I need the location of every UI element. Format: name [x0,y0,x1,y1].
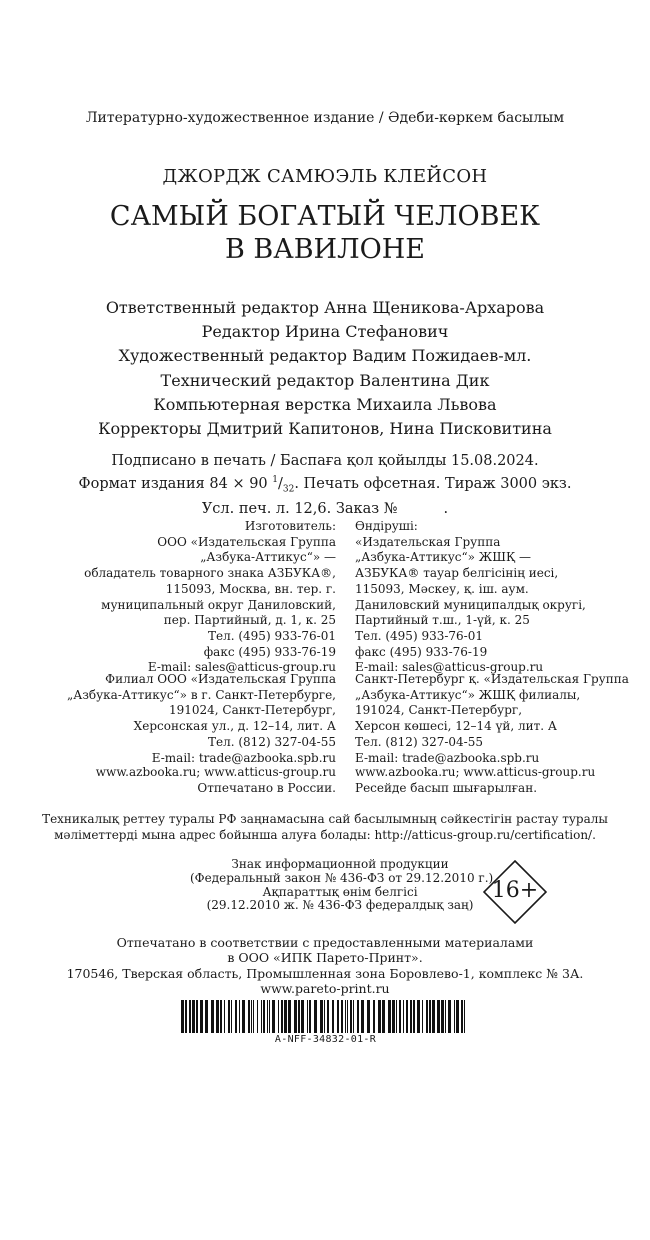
barcode-bar [341,1000,343,1033]
barcode [181,1000,470,1045]
printer-info [0,935,650,996]
barcode-bar [253,1000,254,1033]
barcode-bar [298,1000,300,1033]
barcode-bar [272,1000,275,1033]
barcode-bar [216,1000,219,1033]
publisher-line: 115093, Мәскеу, қ. іш. аум. [355,581,529,596]
barcode-bar [307,1000,308,1033]
credit-line: Технический редактор Валентина Дик [160,370,490,390]
publisher-line: факс (495) 933-76-19 [355,644,488,659]
printer-line: 170546, Тверская область, Промышленная зона Боровлево-1, комплекс № 3А. [66,965,584,981]
barcode-bar [367,1000,370,1033]
barcode-bar [347,1000,348,1033]
barcode-bar [378,1000,381,1033]
publisher-line: Партийный т.ш., 1-үй, к. 25 [355,613,530,628]
credit-line: Художественный редактор Вадим Пожидаев-мл. [118,346,532,366]
barcode-bar [392,1000,395,1033]
barcode-bar [288,1000,291,1033]
barcode-bar [269,1000,270,1033]
barcode-bar [388,1000,391,1033]
barcode-bar [278,1000,279,1033]
barcode-bar [448,1000,451,1033]
publisher-line: E-mail: sales@atticus-group.ru [147,660,336,675]
book-title [0,200,650,266]
certification-note [0,811,650,843]
barcode-bar [211,1000,214,1033]
barcode-bar [382,1000,385,1033]
barcode-bar [284,1000,287,1033]
printer-line: www.pareto-print.ru [260,980,390,996]
barcode-bar [332,1000,334,1033]
credit-line: Компьютерная верстка Михаила Львова [153,394,497,414]
barcode-bar [454,1000,455,1033]
barcode-bar [413,1000,415,1033]
branch-line: E-mail: trade@azbooka.spb.ru [355,750,540,765]
web-line: www.azbooka.ru; www.atticus-group.ru [95,765,336,779]
barcode-bar [248,1000,250,1033]
barcode-bar [357,1000,359,1033]
branch-line: Тел. (812) 327-04-55 [355,734,483,749]
barcode-bar [461,1000,463,1033]
title-line: САМЫЙ БОГАТЫЙ ЧЕЛОВЕК [109,201,541,232]
barcode-bar [361,1000,364,1033]
barcode-bar [432,1000,435,1033]
printer-line: в ООО «ИПК Парето-Принт». [227,950,423,966]
publisher-line: 115093, Москва, вн. тер. г. [165,581,336,596]
credit-line: Корректоры Дмитрий Капитонов, Нина Писковитина [98,419,552,439]
branch-line: 191024, Санкт-Петербург, [355,703,523,718]
publisher-right-column [355,519,586,676]
title-line: В ВАВИЛОНЕ [224,234,426,265]
barcode-bar [324,1000,325,1033]
branch-line: „Азбука-Аттикус“» в г. Санкт-Петербурге, [67,687,336,702]
barcode-bar [437,1000,440,1033]
web-right-column [355,765,595,796]
barcode-bar [337,1000,339,1033]
publisher-line: АЗБУКА® тауар белгісінің иесі, [355,566,559,581]
publisher-line: „Азбука-Аттикус“» — [200,550,336,565]
staff-credits [0,296,650,441]
barcode-bar [429,1000,431,1033]
barcode-bar [309,1000,311,1033]
barcode-bar [220,1000,222,1033]
barcode-bar [327,1000,329,1033]
barcode-bar [403,1000,404,1033]
edition-type: Литературно-художественное издание / Әдеби-көркем басылым [85,110,565,126]
barcode-bar [263,1000,265,1033]
barcode-bar [257,1000,258,1033]
sign-line: (Федеральный закон № 436-ФЗ от 29.12.2010 г.) [190,870,494,885]
publisher-line: обладатель товарного знака АЗБУКА®, [84,566,336,581]
branch-line: Санкт-Петербург қ. «Издательская Группа [355,672,629,686]
branch-line: Херсон көшесі, 12–14 үй, лит. А [355,719,557,734]
branch-line: Тел. (812) 327-04-55 [208,734,336,749]
signed-date: Подписано в печать / Баспаға қол қойылды 15.08.2024. [111,453,539,469]
web-line: Отпечатано в России. [197,780,336,795]
barcode-bar [200,1000,203,1033]
barcode-bar [189,1000,191,1033]
publisher-line: Тел. (495) 933-76-01 [355,628,483,643]
barcode-bar [320,1000,323,1033]
barcode-bar [406,1000,408,1033]
publisher-line: Өндіруші: [355,519,418,533]
publisher-line: E-mail: sales@atticus-group.ru [355,660,544,675]
barcode-bar [396,1000,397,1033]
barcode-bar [350,1000,352,1033]
printer-line: Отпечатано в соответствии с предоставленными материалами [116,935,534,950]
barcode-bar [345,1000,346,1033]
barcode-bar [464,1000,465,1033]
barcode-bar [224,1000,225,1033]
barcode-bar [410,1000,412,1033]
barcode-code: A-NFF-34832-01-R [274,1034,377,1045]
publisher-line: Даниловский муниципалдық округі, [355,597,586,612]
branch-left-column [67,672,336,766]
barcode-bar [239,1000,240,1033]
barcode-bar [456,1000,459,1033]
format-suffix: . Печать офсетная. Тираж 3000 экз. [294,475,572,492]
info-product-sign [190,857,494,913]
barcode-bar [422,1000,423,1033]
barcode-bar [181,1000,184,1033]
sign-line: Ақпараттық өнім белгісі [262,884,418,899]
barcode-bar [235,1000,237,1033]
publisher-line: пер. Партийный, д. 1, к. 25 [163,613,336,628]
barcode-bar [185,1000,187,1033]
barcode-bar [281,1000,283,1033]
barcode-bar [267,1000,268,1033]
barcode-bar [294,1000,297,1033]
certification-line: Техникалық реттеу туралы РФ заңнамасына сай басылымның сәйкестігін растау туралы [42,812,608,826]
publisher-line: ООО «Издательская Группа [157,534,336,549]
barcode-bar [242,1000,245,1033]
barcode-bar [314,1000,317,1033]
sheets-order: Усл. печ. л. 12,6. Заказ № . [201,500,449,517]
publisher-line: Тел. (495) 933-76-01 [208,628,336,643]
barcode-bar [251,1000,252,1033]
barcode-bar [205,1000,208,1033]
certification-line: мәліметтерді мына адрес бойынша алуға болады: http://atticus-group.ru/certification/. [54,828,596,842]
format-line: Формат издания 84 × 90 $^1/_{32}$. Печать офсетная. Тираж 3000 экз. [78,475,572,495]
format-numerator: 1 [272,475,278,485]
credit-line: Редактор Ирина Стефанович [201,322,449,342]
branch-line: Херсонская ул., д. 12–14, лит. А [133,719,336,734]
barcode-bar [301,1000,304,1033]
publisher-line: муниципальный округ Даниловский, [101,597,336,612]
barcode-bar [417,1000,420,1033]
branch-line: 191024, Санкт-Петербург, [168,703,336,718]
barcode-bar [399,1000,401,1033]
barcode-bars-icon [181,1000,470,1033]
branch-line: „Азбука-Аттикус“» ЖШҚ филиалы, [355,687,581,702]
age-rating-text: 16+ [491,878,539,903]
barcode-bar [373,1000,375,1033]
barcode-bar [426,1000,428,1033]
age-rating-badge [483,860,547,924]
web-line: Ресейде басып шығарылған. [355,780,538,795]
branch-line: Филиал ООО «Издательская Группа [105,672,336,686]
format-prefix: Формат издания 84 × 90 [78,475,268,492]
barcode-bar [353,1000,354,1033]
credit-line: Ответственный редактор Анна Щеникова-Архарова [105,298,545,317]
print-info [0,452,650,519]
barcode-bar [228,1000,230,1033]
barcode-bar [231,1000,232,1033]
publisher-line: „Азбука-Аттикус“» ЖШҚ — [355,550,532,565]
publisher-line: «Издательская Группа [355,534,501,549]
barcode-bar [196,1000,198,1033]
web-left-column [96,765,336,796]
publisher-line: Изготовитель: [244,519,336,533]
sign-line: (29.12.2010 ж. № 436-ФЗ федералдық заң) [206,898,474,913]
branch-right-column [355,672,629,766]
book-author: ДЖОРДЖ САМЮЭЛЬ КЛЕЙСОН [162,166,488,187]
publisher-line: факс (495) 933-76-19 [203,644,336,659]
format-denominator: 32 [282,484,295,495]
branch-line: E-mail: trade@azbooka.spb.ru [151,750,336,765]
barcode-bar [445,1000,446,1033]
publisher-left-column [84,519,336,676]
barcode-bar [441,1000,444,1033]
web-line: www.azbooka.ru; www.atticus-group.ru [355,765,596,779]
sign-line: Знак информационной продукции [231,857,449,871]
barcode-bar [192,1000,195,1033]
barcode-bar [261,1000,262,1033]
